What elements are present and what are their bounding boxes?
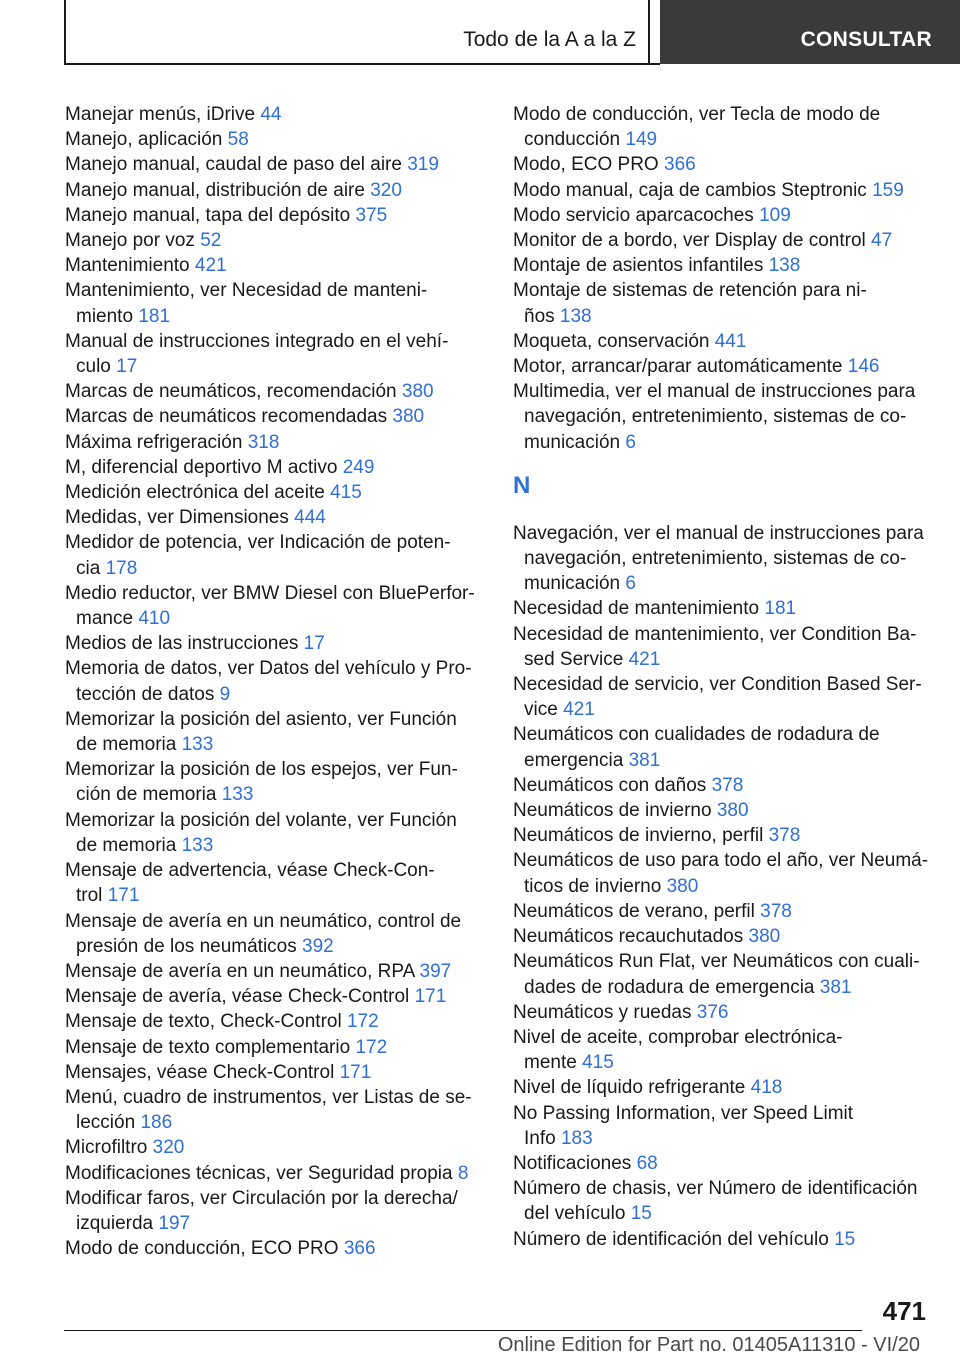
index-entry (65, 581, 485, 631)
page-reference-link[interactable]: 68 (636, 1152, 658, 1174)
entry-text: culo (76, 356, 111, 378)
entry-text: conducción (524, 129, 621, 151)
index-entry (65, 959, 485, 984)
page-reference-link[interactable]: 421 (563, 699, 595, 721)
entry-text: Montaje de sistemas de retención para ni- (513, 280, 867, 302)
page-reference-link[interactable]: 320 (152, 1137, 185, 1159)
index-entry (513, 203, 933, 228)
page-reference-link[interactable]: 172 (355, 1036, 388, 1058)
index-entry (65, 656, 485, 706)
page-reference-link[interactable]: 171 (107, 885, 140, 907)
index-entry (513, 521, 933, 597)
page-reference-link[interactable]: 415 (330, 482, 362, 504)
entry-text: dades de rodadura de emergencia (524, 976, 815, 998)
index-entry (65, 278, 485, 328)
page-reference-link[interactable]: 15 (834, 1228, 856, 1250)
index-entry (513, 672, 933, 722)
header-rule-divider (648, 0, 650, 64)
entry-text: Navegación, ver el manual de instrucciones para (513, 522, 924, 544)
index-entry (65, 1186, 485, 1236)
page-reference-link[interactable]: 149 (625, 129, 658, 151)
entry-text: Nivel de líquido refrigerante (513, 1077, 746, 1099)
entry-text: vice (524, 699, 558, 721)
entry-text: Modo de conducción, ECO PRO (65, 1238, 339, 1260)
page-reference-link[interactable]: 378 (711, 774, 744, 796)
index-entry (65, 707, 485, 757)
entry-text: Memorizar la posición del asiento, ver Función (65, 708, 457, 730)
section-title: Todo de la A a la Z (463, 28, 636, 51)
index-entry (513, 1075, 933, 1100)
entry-text: Medios de las instrucciones (65, 633, 299, 655)
index-entry (65, 909, 485, 959)
entry-text: Mensaje de avería en un neumático, RPA (65, 960, 415, 982)
entry-text: No Passing Information, ver Speed Limit (513, 1102, 854, 1124)
entry-text: Modo, ECO PRO (513, 154, 659, 176)
index-entry (513, 622, 933, 672)
index-entry (513, 102, 933, 152)
page-number: 471 (882, 1296, 926, 1326)
page-reference-link[interactable]: 44 (260, 104, 282, 125)
entry-text: Neumáticos con cualidades de rodadura de (513, 724, 880, 746)
index-entry (65, 178, 485, 203)
entry-text: Memorizar la posición del volante, ver Función (65, 809, 457, 831)
page-header (0, 0, 960, 66)
index-entry (513, 253, 933, 278)
page-reference-link[interactable]: 380 (666, 875, 699, 897)
page-reference-link[interactable]: 381 (628, 749, 661, 771)
index-entry (65, 329, 485, 379)
entry-text: Medición electrónica del aceite (65, 482, 325, 504)
index-entry (65, 1135, 485, 1160)
index-entry (65, 203, 485, 228)
entry-text: Nivel de aceite, comprobar electrónica- (513, 1026, 843, 1048)
entry-text: Neumáticos y ruedas (513, 1001, 692, 1023)
index-entry (65, 1009, 485, 1034)
index-entry (65, 858, 485, 908)
index-entry (513, 379, 933, 455)
entry-text: sed Service (524, 648, 624, 670)
entry-text: ños (524, 305, 555, 327)
index-entry (513, 798, 933, 823)
index-entry (513, 949, 933, 999)
index-entry (513, 354, 933, 379)
entry-text: Necesidad de servicio, ver Condition Based Ser- (513, 674, 922, 696)
page-reference-link[interactable]: 58 (227, 129, 249, 151)
index-entry (513, 823, 933, 848)
index-entry (513, 1101, 933, 1151)
entry-text: Marcas de neumáticos recomendadas (65, 406, 388, 428)
entry-text: M, diferencial deportivo M activo (65, 456, 338, 478)
index-entry (65, 1085, 485, 1135)
index-entry (65, 480, 485, 505)
entry-text: Manual de instrucciones integrado en el vehí- (65, 330, 449, 352)
index-entry (513, 924, 933, 949)
page-reference-link[interactable]: 381 (819, 976, 852, 998)
entry-text: Mensaje de avería, véase Check-Control (65, 986, 410, 1008)
entry-text: Medidas, ver Dimensiones (65, 507, 289, 529)
entry-text: Montaje de asientos infantiles (513, 255, 764, 277)
entry-text: navegación, entretenimiento, sistemas de co- (524, 548, 907, 570)
index-entry (513, 1151, 933, 1176)
page-reference-link[interactable]: 441 (714, 330, 747, 352)
entry-text: Marcas de neumáticos, recomendación (65, 381, 397, 403)
entry-text: Mensajes, véase Check-Control (65, 1061, 335, 1083)
page-reference-link[interactable]: 171 (414, 986, 447, 1008)
index-entry (65, 1161, 485, 1186)
page-reference-link[interactable]: 6 (625, 573, 636, 595)
index-entry (513, 278, 933, 328)
index-entry (513, 228, 933, 253)
page-reference-link[interactable]: 181 (138, 305, 171, 327)
entry-text: lección (76, 1112, 136, 1134)
entry-text: Info (524, 1127, 556, 1149)
page-reference-link[interactable]: 138 (768, 255, 801, 277)
entry-text: Número de identificación del vehículo (513, 1228, 829, 1250)
entry-text: Menú, cuadro de instrumentos, ver Listas de se- (65, 1086, 472, 1108)
entry-text: ticos de invierno (524, 875, 662, 897)
entry-text: Manejo manual, caudal de paso del aire (65, 154, 402, 176)
page-reference-link[interactable]: 378 (768, 825, 801, 847)
page-reference-link[interactable]: 17 (116, 356, 138, 378)
page-reference-link[interactable]: 133 (181, 734, 214, 756)
entry-text: Manejo por voz (65, 230, 195, 252)
entry-text: trol (76, 885, 103, 907)
index-entry (513, 329, 933, 354)
entry-text: Número de chasis, ver Número de identificación (513, 1178, 918, 1200)
entry-text: ción de memoria (76, 784, 217, 806)
entry-text: Modo servicio aparcacoches (513, 204, 754, 226)
entry-text: presión de los neumáticos (76, 935, 297, 957)
page-reference-link[interactable]: 410 (138, 608, 171, 630)
page-reference-link[interactable]: 320 (370, 179, 402, 201)
page-reference-link[interactable]: 421 (628, 648, 661, 670)
index-entry (513, 1227, 933, 1252)
page-reference-link[interactable]: 133 (221, 784, 254, 806)
edition-footer: Online Edition for Part no. 01405A11310 - VI/20 (497, 1334, 920, 1356)
entry-text: Manejo manual, tapa del depósito (65, 204, 351, 226)
index-group-m (513, 102, 933, 455)
page-reference-link[interactable]: 159 (872, 179, 904, 201)
page-reference-link[interactable]: 47 (871, 230, 893, 252)
entry-text: Manejar menús, iDrive (65, 104, 256, 125)
page-reference-link[interactable]: 415 (582, 1052, 614, 1074)
index-entry (65, 505, 485, 530)
index-entry (513, 178, 933, 203)
page-reference-link[interactable]: 366 (343, 1238, 376, 1260)
entry-text: Neumáticos Run Flat, ver Neumáticos con cuali- (513, 951, 920, 973)
index-entry (513, 596, 933, 621)
page-reference-link[interactable]: 183 (560, 1127, 593, 1149)
index-entry (65, 102, 485, 127)
header-rule-bottom (64, 63, 660, 65)
page-reference-link[interactable]: 9 (219, 683, 231, 705)
entry-text: Modificar faros, ver Circulación por la derecha/ (65, 1187, 458, 1209)
entry-text: Necesidad de mantenimiento (513, 598, 760, 620)
entry-text: emergencia (524, 749, 624, 771)
entry-text: Manejo, aplicación (65, 129, 223, 151)
page-reference-link[interactable]: 181 (764, 598, 797, 620)
page-reference-link[interactable]: 15 (630, 1203, 652, 1225)
entry-text: Mensaje de texto, Check-Control (65, 1011, 342, 1033)
index-entry (65, 631, 485, 656)
index-entry (65, 1060, 485, 1085)
index-entry (513, 899, 933, 924)
index-group-n (513, 521, 933, 1252)
index-entry (65, 404, 485, 429)
page-reference-link[interactable]: 418 (750, 1077, 783, 1099)
page-reference-link[interactable]: 8 (457, 1162, 469, 1184)
page-reference-link[interactable]: 318 (247, 431, 280, 453)
page-reference-link[interactable]: 319 (407, 154, 439, 176)
entry-text: Modo de conducción, ver Tecla de modo de (513, 104, 881, 125)
entry-text: municación (524, 573, 621, 595)
entry-text: Neumáticos de invierno (513, 800, 712, 822)
entry-text: cia (76, 557, 101, 579)
page-reference-link[interactable]: 366 (664, 154, 696, 176)
page-reference-link[interactable]: 138 (559, 305, 592, 327)
index-entry (65, 228, 485, 253)
index-entry (513, 773, 933, 798)
page-reference-link[interactable]: 171 (339, 1061, 372, 1083)
page-reference-link[interactable]: 378 (760, 900, 792, 922)
entry-text: de memoria (76, 734, 177, 756)
index-entry (513, 1025, 933, 1075)
entry-text: Microfiltro (65, 1137, 148, 1159)
index-entry (65, 1236, 485, 1261)
page-reference-link[interactable]: 397 (419, 960, 452, 982)
entry-text: Multimedia, ver el manual de instrucciones para (513, 381, 916, 403)
index-entry (65, 984, 485, 1009)
page-reference-link[interactable]: 375 (355, 204, 388, 226)
index-entry (65, 455, 485, 480)
entry-text: Notificaciones (513, 1152, 632, 1174)
entry-text: Neumáticos con daños (513, 774, 707, 796)
footer-rule (64, 1330, 862, 1331)
entry-text: Moqueta, conservación (513, 330, 710, 352)
page-reference-link[interactable]: 376 (696, 1001, 729, 1023)
page-reference-link[interactable]: 52 (200, 230, 222, 252)
index-entry (65, 430, 485, 455)
chapter-tab-label[interactable]: CONSULTAR (800, 28, 932, 51)
entry-text: mente (524, 1052, 577, 1074)
entry-text: tección de datos (76, 683, 215, 705)
page-reference-link[interactable]: 197 (158, 1212, 191, 1234)
page-reference-link[interactable]: 186 (140, 1112, 173, 1134)
page-reference-link[interactable]: 392 (302, 935, 334, 957)
index-column-right (513, 102, 933, 1252)
entry-text: Medidor de potencia, ver Indicación de poten- (65, 532, 451, 554)
entry-text: Mantenimiento (65, 255, 190, 277)
page-reference-link[interactable]: 6 (625, 431, 636, 453)
header-rule-left (64, 0, 66, 64)
index-entry (65, 253, 485, 278)
entry-text: Mantenimiento, ver Necesidad de manteni- (65, 280, 428, 302)
page-reference-link[interactable]: 133 (181, 834, 214, 856)
entry-text: mance (76, 608, 134, 630)
index-entry (65, 757, 485, 807)
entry-text: Memoria de datos, ver Datos del vehículo y Pro- (65, 658, 472, 680)
page-reference-link[interactable]: 421 (194, 255, 227, 277)
entry-text: Neumáticos de verano, perfil (513, 900, 755, 922)
entry-text: Mensaje de advertencia, véase Check-Con- (65, 860, 435, 882)
index-column-left (65, 102, 485, 1261)
entry-text: Memorizar la posición de los espejos, ver Fun- (65, 759, 458, 781)
index-entry (65, 530, 485, 580)
entry-text: Medio reductor, ver BMW Diesel con BluePerfor- (65, 582, 475, 604)
entry-text: Necesidad de mantenimiento, ver Condition Ba- (513, 623, 917, 645)
page-reference-link[interactable]: 380 (401, 381, 434, 403)
entry-text: del vehículo (524, 1203, 626, 1225)
entry-text: Modo manual, caja de cambios Steptronic (513, 179, 867, 201)
index-entry (65, 808, 485, 858)
entry-text: Máxima refrigeración (65, 431, 243, 453)
entry-text: Modificaciones técnicas, ver Seguridad propia (65, 1162, 453, 1184)
entry-text: Neumáticos de invierno, perfil (513, 825, 764, 847)
index-entry (513, 1176, 933, 1226)
page-reference-link[interactable]: 444 (294, 507, 326, 529)
entry-text: izquierda (76, 1212, 154, 1234)
entry-text: Mensaje de texto complementario (65, 1036, 351, 1058)
letter-heading-n: N (513, 471, 531, 499)
entry-text: miento (76, 305, 134, 327)
index-entry (513, 848, 933, 898)
entry-text: navegación, entretenimiento, sistemas de co- (524, 406, 907, 428)
entry-text: de memoria (76, 834, 177, 856)
page-reference-link[interactable]: 109 (759, 204, 791, 226)
entry-text: Monitor de a bordo, ver Display de control (513, 230, 866, 252)
index-entry (65, 127, 485, 152)
index-entry (65, 152, 485, 177)
index-entry (513, 152, 933, 177)
page-reference-link[interactable]: 380 (748, 926, 781, 948)
entry-text: Manejo manual, distribución de aire (65, 179, 365, 201)
entry-text: Neumáticos de uso para todo el año, ver Neumá- (513, 850, 929, 872)
index-entry (65, 379, 485, 404)
page-reference-link[interactable]: 380 (716, 800, 749, 822)
index-entry (65, 1035, 485, 1060)
entry-text: Mensaje de avería en un neumático, control de (65, 910, 462, 932)
page-reference-link[interactable]: 146 (847, 356, 880, 378)
page-reference-link[interactable]: 17 (303, 633, 325, 655)
page-reference-link[interactable]: 172 (346, 1011, 379, 1033)
entry-text: Motor, arrancar/parar automáticamente (513, 356, 843, 378)
page-reference-link[interactable]: 249 (342, 456, 375, 478)
entry-text: municación (524, 431, 621, 453)
index-entry (513, 722, 933, 772)
entry-text: Neumáticos recauchutados (513, 926, 744, 948)
page-reference-link[interactable]: 178 (105, 557, 138, 579)
page-reference-link[interactable]: 380 (392, 406, 425, 428)
index-entry (513, 1000, 933, 1025)
